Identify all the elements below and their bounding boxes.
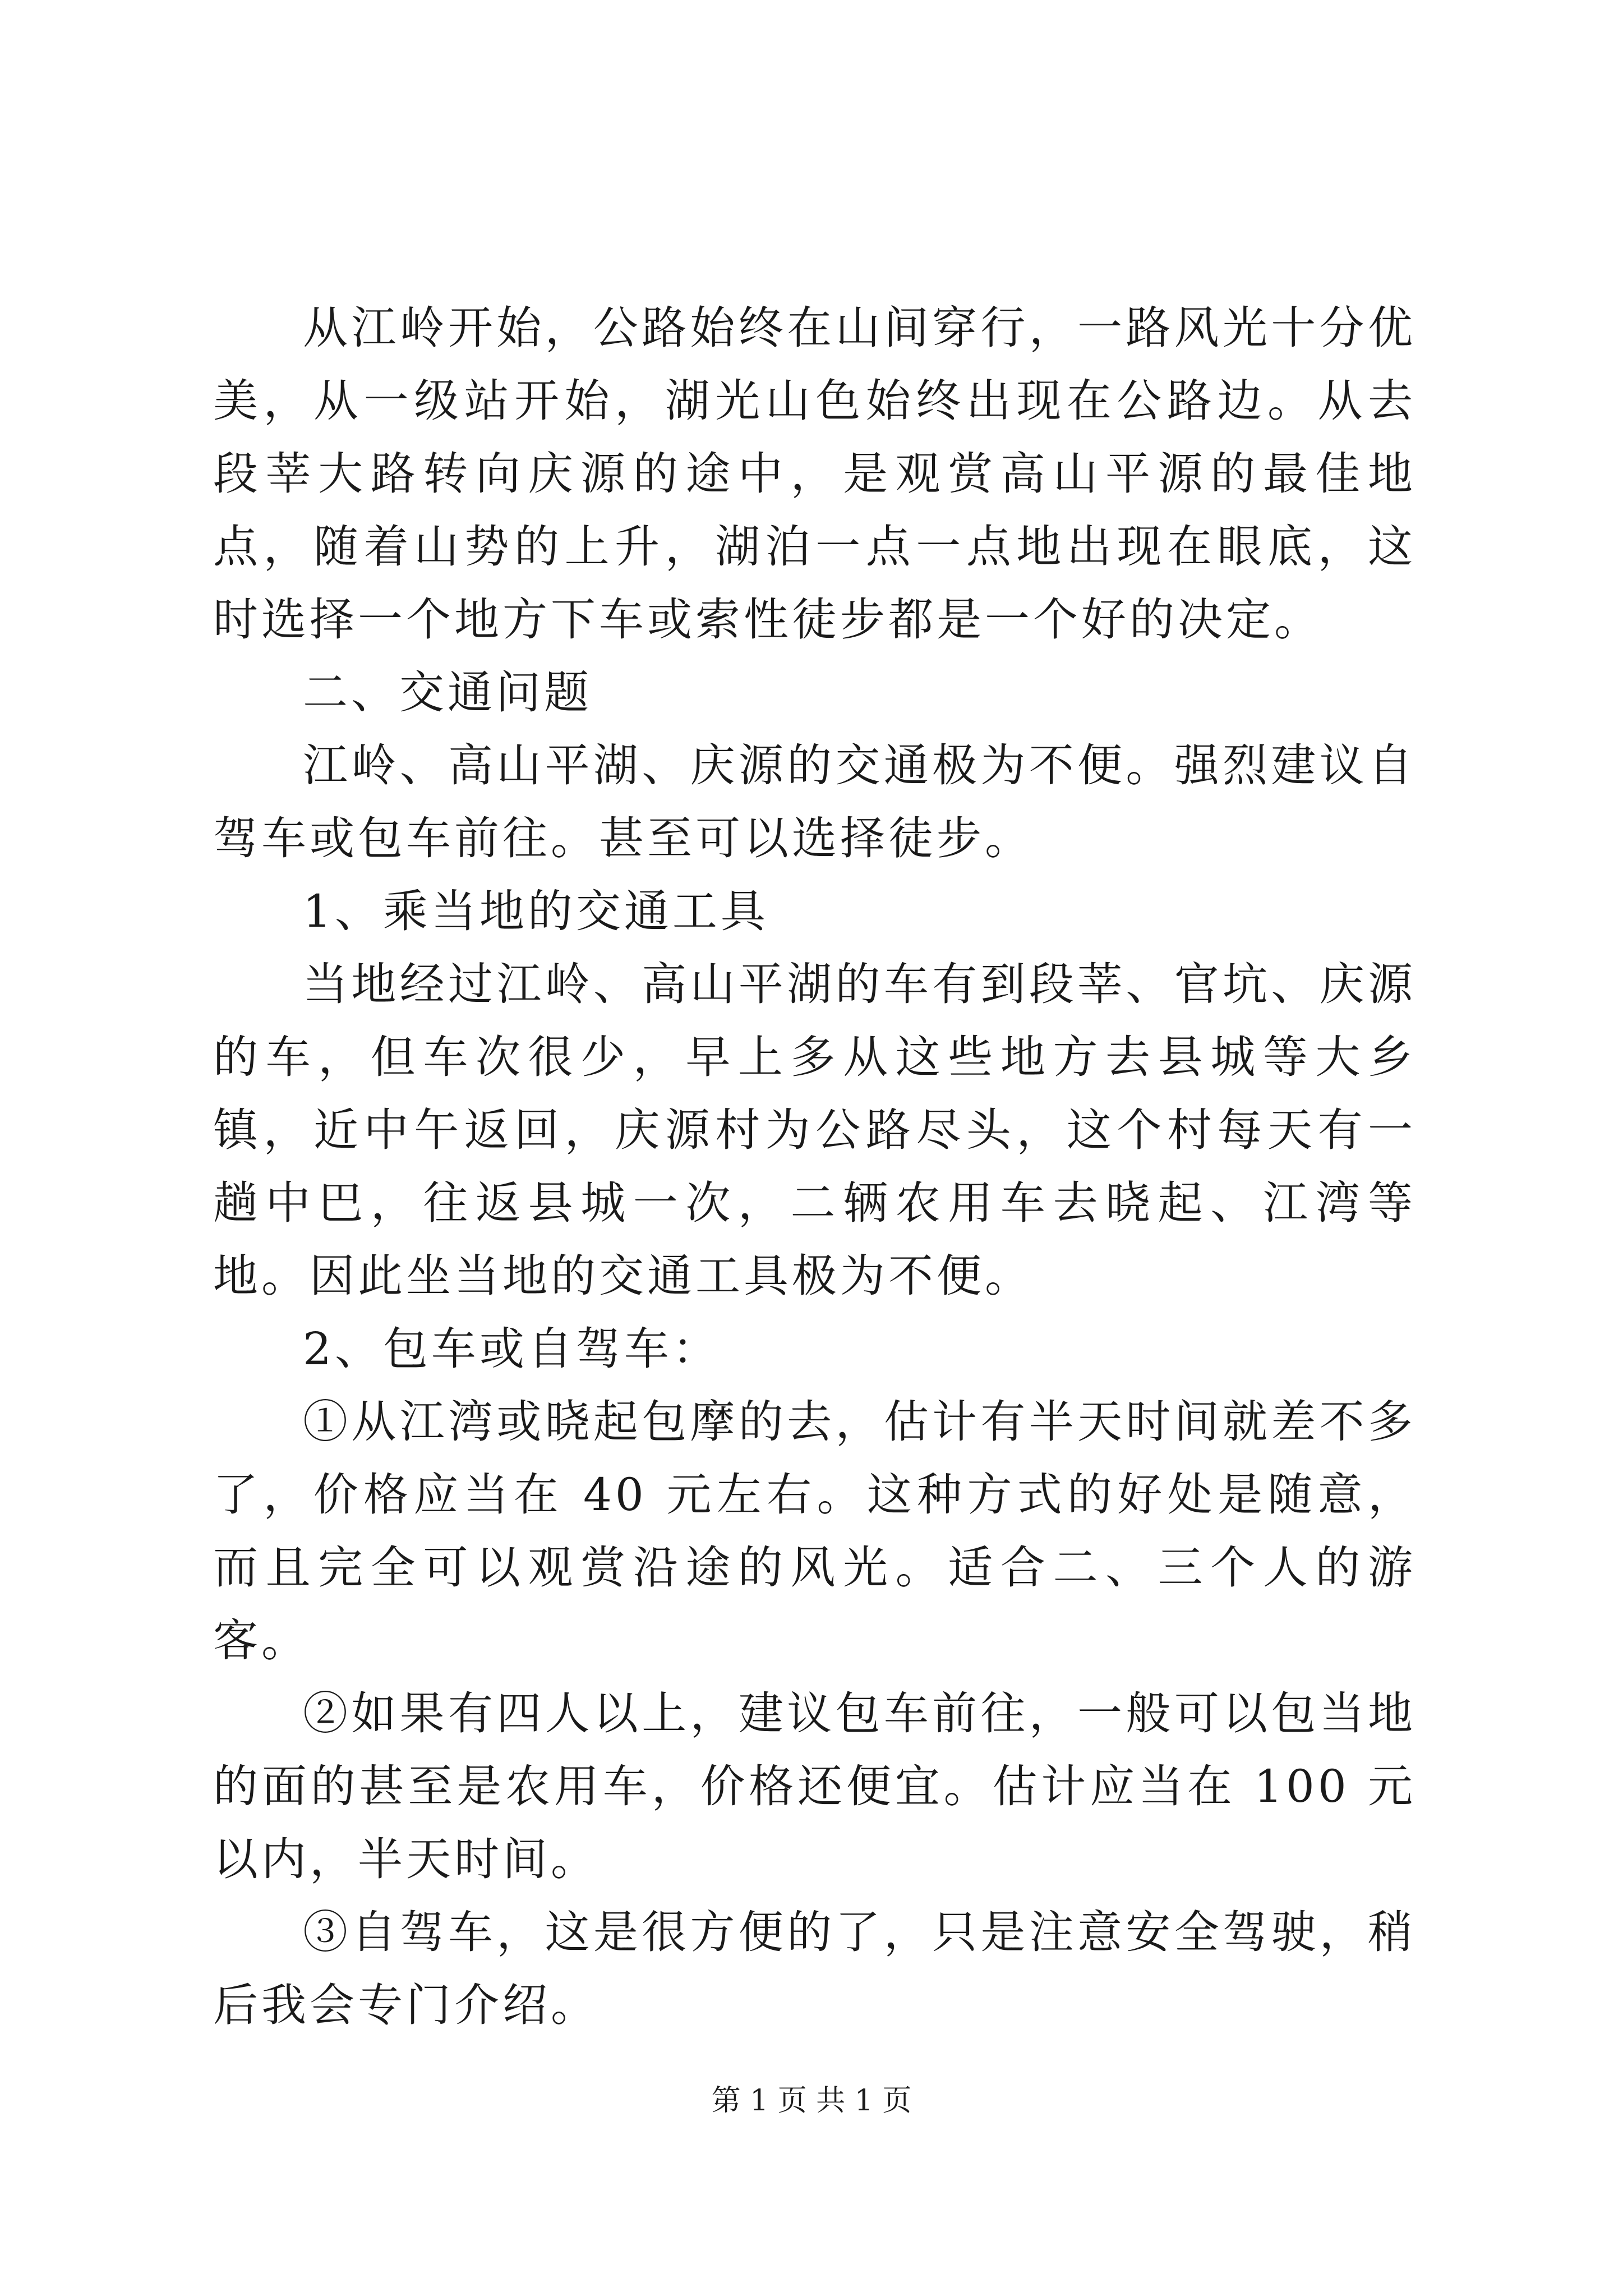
heading-charter-or-self-drive: 2、包车或自驾车： xyxy=(303,1323,721,1375)
document-body xyxy=(213,292,1416,2042)
paragraph-option-charter: ②如果有四人以上，建议包车前往，一般可以包当地的面的甚至是农用车，价格还便宜。估计应当在 100 元以内，半天时间。 xyxy=(213,1687,1416,1885)
page-footer: 第 1 页 共 1 页 xyxy=(711,2084,912,2118)
heading-local-transport: 1、乘当地的交通工具 xyxy=(303,885,769,937)
paragraph-scenery: 从江岭开始，公路始终在山间穿行，一路风光十分优美，从一级站开始，湖光山色始终出现在公路边。从去段莘大路转向庆源的途中，是观赏高山平源的最佳地点，随着山势的上升，湖泊一点一点地出现在眼底，这时选择一个地方下车或索性徒步都是一个好的决定。 xyxy=(213,302,1416,646)
paragraph-transport-summary: 江岭、高山平湖、庆源的交通极为不便。强烈建议自驾车或包车前往。甚至可以选择徒步。 xyxy=(213,739,1416,864)
paragraph-option-self-drive: ③自驾车，这是很方便的了，只是注意安全驾驶，稍后我会专门介绍。 xyxy=(213,1906,1416,2031)
paragraph-option-motorbike: ①从江湾或晓起包摩的去，估计有半天时间就差不多了，价格应当在 40 元左右。这种方式的好处是随意，而且完全可以观赏沿途的风光。适合二、三个人的游客。 xyxy=(213,1396,1416,1667)
paragraph-local-transport: 当地经过江岭、高山平湖的车有到段莘、官坑、庆源的车，但车次很少，早上多从这些地方去县城等大乡镇，近中午返回，庆源村为公路尽头，这个村每天有一趟中巴，往返县城一次，二辆农用车去晓起、江湾等地。因此坐当地的交通工具极为不便。 xyxy=(213,958,1416,1302)
heading-transport-issues: 二、交通问题 xyxy=(303,666,592,719)
